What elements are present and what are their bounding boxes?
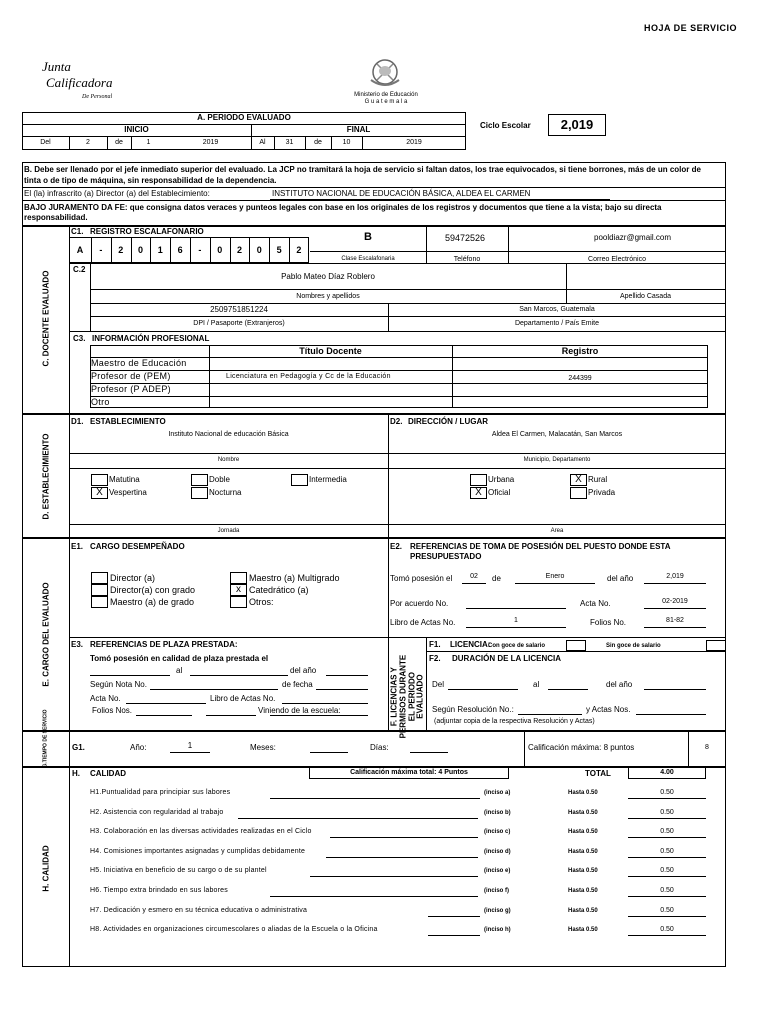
c3-code: C3. (73, 334, 86, 343)
f2-del: Del (432, 680, 445, 689)
titulo-row-label: Otro (91, 397, 110, 407)
calidad-item-value[interactable]: 0.50 (660, 828, 674, 836)
privada-checkbox[interactable] (570, 487, 587, 499)
registro-letter: A (76, 245, 84, 255)
h-title: CALIDAD (90, 769, 126, 778)
correo-label: Correo Electrónico (588, 256, 646, 263)
intermedia-label: Intermedia (309, 475, 347, 484)
calidad-item-value[interactable]: 0.50 (660, 926, 674, 934)
matutina-label: Matutina (109, 475, 140, 484)
periodo-mes-final: 10 (342, 139, 351, 146)
con-goce-checkbox[interactable] (566, 640, 586, 651)
clase-label: Clase Escalafonaria (341, 256, 395, 262)
section-d-side-label: D. ESTABLECIMIENTO (41, 433, 51, 520)
c2-code: C.2 (73, 265, 86, 274)
periodo-final: FINAL (346, 125, 371, 134)
sin-goce-label: Sin goce de salario (606, 643, 661, 649)
nombre-value: Pablo Mateo Díaz Roblero (281, 272, 375, 281)
catedratico-label: Catedrático (a) (249, 585, 309, 595)
direccion-label: Municipio, Departamento (523, 457, 591, 463)
periodo-anio-final: 2019 (406, 139, 422, 146)
calidad-item-inciso: (inciso a) (484, 790, 511, 796)
calidad-item-inciso: (inciso b) (484, 809, 511, 816)
registro-digit: - (198, 245, 202, 255)
junta-logo (38, 58, 118, 104)
f2-title: DURACIÓN DE LA LICENCIA (452, 654, 562, 663)
section-h-side-label: H. CALIDAD (41, 845, 51, 892)
tiempo-calif-value: 8 (705, 744, 709, 751)
g1-code: G1. (72, 743, 85, 752)
f1-code: F1. (429, 640, 441, 649)
calidad-item-hasta: Hasta 0.50 (568, 848, 598, 855)
periodo-de-2: de (314, 139, 322, 146)
matutina-checkbox[interactable] (91, 474, 108, 486)
calidad-item-inciso: (inciso g) (484, 907, 511, 914)
licencias-side-label (389, 641, 425, 739)
calidad-item-inciso: (inciso e) (484, 868, 511, 875)
tomo-label: Tomó posesión el (390, 574, 453, 583)
rural-label: Rural (588, 475, 608, 484)
nombre-label: Nombres y apellidos (296, 293, 360, 300)
calidad-item-inciso: (inciso c) (484, 829, 511, 836)
periodo-del: Del (40, 139, 51, 146)
document-title: HOJA DE SERVICIO (644, 23, 738, 33)
d2-code: D2. (390, 417, 403, 426)
nombre-label: Nombre (217, 457, 240, 463)
telefono-value: 59472526 (445, 233, 486, 243)
juramento-text-2: responsabilidad. (24, 213, 88, 222)
registro-header: Registro (561, 346, 599, 356)
e3-de-fecha: de fecha (282, 680, 313, 689)
calidad-item-label: H3. Colaboración en las diversas actividades realizadas en el Ciclo (90, 828, 312, 836)
clase-escalafonaria: B (364, 231, 372, 243)
apellido-casada-label: Apellido Casada (620, 293, 671, 300)
vespertina-label: Vespertina (109, 488, 147, 497)
calidad-item-value[interactable]: 0.50 (660, 847, 674, 855)
logo-line-2: Calificadora (46, 75, 113, 90)
periodo-inicio: INICIO (124, 125, 149, 134)
departamento-label: Departamento / País Emite (514, 320, 600, 327)
sin-goce-checkbox[interactable] (706, 640, 726, 651)
director-label: Director (a) (110, 573, 156, 583)
tomo-dia: 02 (470, 573, 478, 580)
oficial-checkbox[interactable]: X (470, 487, 487, 499)
periodo-title: A. PERIODO EVALUADO (197, 113, 291, 122)
e1-title: CARGO DESEMPEÑADO (90, 542, 185, 551)
acta-label: Acta No. (580, 599, 611, 608)
anio-value: 1 (187, 741, 193, 750)
calidad-item-value[interactable]: 0.50 (660, 867, 674, 875)
e3-tomo-label: Tomó posesión en calidad de plaza prestada el (90, 654, 269, 663)
maestro-grado-label: Maestro (a) de grado (110, 597, 195, 607)
calidad-item-label: H6. Tiempo extra brindado en sus labores (90, 887, 228, 894)
f2-del-anio: del año (606, 680, 633, 689)
calidad-item-inciso: (inciso h) (484, 927, 511, 934)
c1-title: REGISTRO ESCALAFONARIO (90, 227, 204, 236)
resolucion-label: Según Resolución No.: (432, 705, 514, 714)
libro-label: Libro de Actas No. (390, 618, 456, 627)
logo-line-3: De Personal (82, 94, 113, 100)
dias-label: Días: (370, 743, 389, 752)
titulo-row-label: Profesor (P ADEP) (91, 384, 171, 394)
calidad-item-inciso: (inciso f) (484, 888, 509, 894)
correo-value: pooldiazr@gmail.com (594, 233, 672, 242)
urbana-checkbox[interactable] (470, 474, 487, 486)
area-label: Area (550, 528, 564, 534)
calidad-item-hasta: Hasta 0.50 (568, 888, 598, 894)
registro-digit: - (99, 245, 103, 255)
maestro-grado-checkbox[interactable] (91, 596, 108, 608)
e3-del-anio: del año (290, 666, 317, 675)
section-e-side-label: E. CARGO DEL EVALUADO (41, 582, 51, 687)
e3-viniendo: Viniendo de la escuela: (258, 706, 341, 715)
e3-code: E3. (71, 640, 84, 649)
doble-label: Doble (209, 475, 230, 484)
con-goce-label: Con goce de salario (488, 643, 546, 649)
calidad-item-value[interactable]: 0.50 (660, 887, 674, 894)
periodo-dia-inicio: 2 (86, 139, 90, 146)
d2-title: DIRECCIÓN / LUGAR (408, 417, 488, 426)
vespertina-checkbox[interactable]: X (91, 487, 108, 499)
e1-code: E1. (71, 542, 84, 551)
direccion-value: Aldea El Carmen, Malacatán, San Marcos (491, 431, 623, 438)
calidad-item-value[interactable]: 0.50 (660, 789, 674, 796)
meses-label: Meses: (250, 743, 276, 752)
director-grado-label: Director(a) con grado (110, 585, 196, 595)
registro-digit: 0 (256, 245, 262, 255)
f2-code: F2. (429, 654, 441, 663)
calidad-item-inciso: (inciso d) (484, 848, 511, 855)
catedratico-checkbox[interactable]: x (230, 584, 247, 596)
f2-al: al (533, 680, 540, 689)
titulo-row-label: Profesor de (PEM) (91, 371, 171, 381)
acuerdo-label: Por acuerdo No. (390, 599, 449, 608)
periodo-de-1: de (115, 139, 123, 146)
tomo-mes: Enero (545, 573, 565, 580)
e3-libro: Libro de Actas No. (210, 694, 276, 703)
periodo-anio-inicio: 2019 (202, 139, 219, 146)
tomo-del-anio: del año (607, 574, 634, 583)
section-g-side-label: G.TIEMPO DE SERVICIO (42, 709, 49, 768)
c1-code: C1. (71, 227, 84, 236)
tomo-anio: 2,019 (666, 573, 684, 580)
registro-digit: 2 (118, 245, 124, 255)
e2-title-1: REFERENCIAS DE TOMA DE POSESIÓN DEL PUESTO DONDE ESTA (410, 542, 671, 551)
registro-digit: 1 (157, 245, 163, 255)
section-b-text-1: B. Debe ser llenado por el jefe inmediato superior del evaluado. La JCP no tramitará la hoja de servicio si faltan datos, los trae equivocados, si tiene borrones, más de un color de (24, 165, 701, 174)
nocturna-label: Nocturna (209, 488, 242, 497)
e3-title: REFERENCIAS DE PLAZA PRESTADA: (90, 640, 238, 649)
e3-al: al (176, 666, 183, 675)
ciclo-value: 2,019 (548, 114, 606, 136)
calidad-item-hasta: Hasta 0.50 (568, 829, 598, 836)
otros-label: Otros: (249, 597, 274, 607)
tiempo-calif-label: Calificación máxima: 8 puntos (528, 743, 635, 752)
calidad-item-label: H7. Dedicación y esmero en su técnica educativa o administrativa (90, 906, 308, 914)
rural-checkbox[interactable]: X (570, 474, 587, 486)
calidad-item-label: H4. Comisiones importantes asignadas y cumplidas debidamente (90, 847, 306, 855)
d1-title: ESTABLECIMIENTO (90, 417, 166, 426)
d1-code: D1. (71, 417, 84, 426)
oficial-label: Oficial (488, 488, 511, 497)
e3-nota: Según Nota No. (90, 680, 147, 689)
h-code: H. (72, 769, 80, 778)
titulo-header: Título Docente (299, 346, 362, 356)
libro-value: 1 (514, 617, 518, 624)
periodo-mes-inicio: 1 (146, 139, 151, 146)
calidad-item-value[interactable]: 0.50 (660, 808, 674, 816)
registro-digit: 2 (236, 245, 242, 255)
multigrado-label: Maestro (a) Multigrado (249, 573, 340, 583)
calidad-item-hasta: Hasta 0.50 (568, 790, 598, 796)
jornada-label: Jornada (217, 528, 240, 534)
calidad-item-hasta: Hasta 0.50 (568, 868, 598, 875)
calidad-item-label: H5. Iniciativa en beneficio de su cargo o de su plantel (90, 867, 267, 875)
section-b-text-2: tinta o de tipo de máquina, sin responsabilidad de la dependencia. (24, 176, 277, 185)
establecimiento-nombre: Instituto Nacional de educación Básica (168, 431, 289, 438)
registro-row-value: 244399 (568, 375, 592, 382)
folios-label: Folios No. (590, 618, 627, 627)
calidad-item-hasta: Hasta 0.50 (568, 907, 598, 914)
tomo-de: de (492, 574, 501, 583)
director-label: El (la) infrascrito (a) Director (a) del Establecimiento: (24, 189, 210, 198)
intermedia-checkbox[interactable] (291, 474, 308, 486)
calidad-item-value[interactable]: 0.50 (660, 906, 674, 914)
registro-digit: 2 (296, 245, 302, 255)
ministry-name: Ministerio de Educación (354, 92, 418, 98)
folios-value: 81-82 (666, 617, 684, 624)
establecimiento-name: INSTITUTO NACIONAL DE EDUCACIÓN BÁSICA, ALDEA EL CARMEN (272, 189, 531, 198)
registro-digit: 0 (137, 245, 143, 255)
calidad-max-label: Calificación máxima total: 4 Puntos (309, 767, 509, 779)
c3-title: INFORMACIÓN PROFESIONAL (92, 334, 210, 343)
nocturna-checkbox[interactable] (191, 487, 208, 499)
otros-checkbox[interactable] (230, 596, 247, 608)
calidad-item-hasta: Hasta 0.50 (568, 809, 598, 816)
titulo-row-label: Maestro de Educación (91, 358, 187, 368)
multigrado-checkbox[interactable] (230, 572, 247, 584)
director-checkbox[interactable] (91, 572, 108, 584)
privada-label: Privada (588, 488, 616, 497)
ministry-country: G u a t e m a l a (364, 99, 408, 105)
actas-nos-label: y Actas Nos. (586, 705, 631, 714)
acta-value: 02-2019 (662, 598, 688, 605)
calidad-item-hasta: Hasta 0.50 (568, 927, 598, 934)
total-value: 4.00 (628, 767, 706, 779)
calidad-item-label: H1.Puntualidad para principiar sus labores (90, 789, 231, 796)
e3-folios: Folios Nos. (92, 706, 133, 715)
ciclo-label: Ciclo Escolar (480, 121, 531, 130)
registro-digit: 0 (217, 245, 223, 255)
urbana-label: Urbana (488, 475, 515, 484)
f1-title: LICENCIA: (450, 640, 491, 649)
section-c-side-label: C. DOCENTE EVALUADO (41, 270, 51, 367)
doble-checkbox[interactable] (191, 474, 208, 486)
dpi-label: DPI / Pasaporte (Extranjeros) (193, 320, 285, 327)
calidad-item-label: H2. Asistencia con regularidad al trabajo (90, 808, 224, 816)
director-grado-checkbox[interactable] (91, 584, 108, 596)
adjuntar-note: (adjuntar copia de la respectiva Resolución y Actas) (434, 718, 595, 725)
periodo-al: Al (259, 139, 266, 146)
registro-digit: 5 (276, 245, 282, 255)
anio-label: Año: (130, 743, 147, 752)
licencias-side-text: F. LICENCIAS Y PERMISOS DURANTE EL PERIODO EVALUADO (389, 654, 425, 739)
registro-digit: 6 (177, 245, 183, 255)
dpi-value: 2509751851224 (210, 305, 268, 314)
juramento-text-1: BAJO JURAMENTO DA FE: que consigna datos veraces y punteos legales con base en los originales de los registros y documentos que tiene a la vista; bajo su directa (24, 203, 662, 212)
titulo-row-value: Licenciatura en Pedagogía y Cc de la Educación (226, 373, 391, 380)
e3-acta: Acta No. (90, 694, 121, 703)
e2-title-2: PRESUPUESTADO (410, 552, 482, 561)
total-label: TOTAL (585, 769, 611, 778)
logo-line-1: Junta (42, 59, 71, 74)
e2-code: E2. (390, 542, 403, 551)
periodo-dia-final: 31 (285, 139, 294, 146)
ministry-seal-icon (365, 56, 405, 90)
telefono-label: Teléfono (453, 256, 481, 263)
calidad-item-label: H8. Actividades en organizaciones circumescolares o aliadas de la Escuela o la Oficina (90, 926, 378, 934)
departamento-value: San Marcos, Guatemala (519, 306, 595, 313)
